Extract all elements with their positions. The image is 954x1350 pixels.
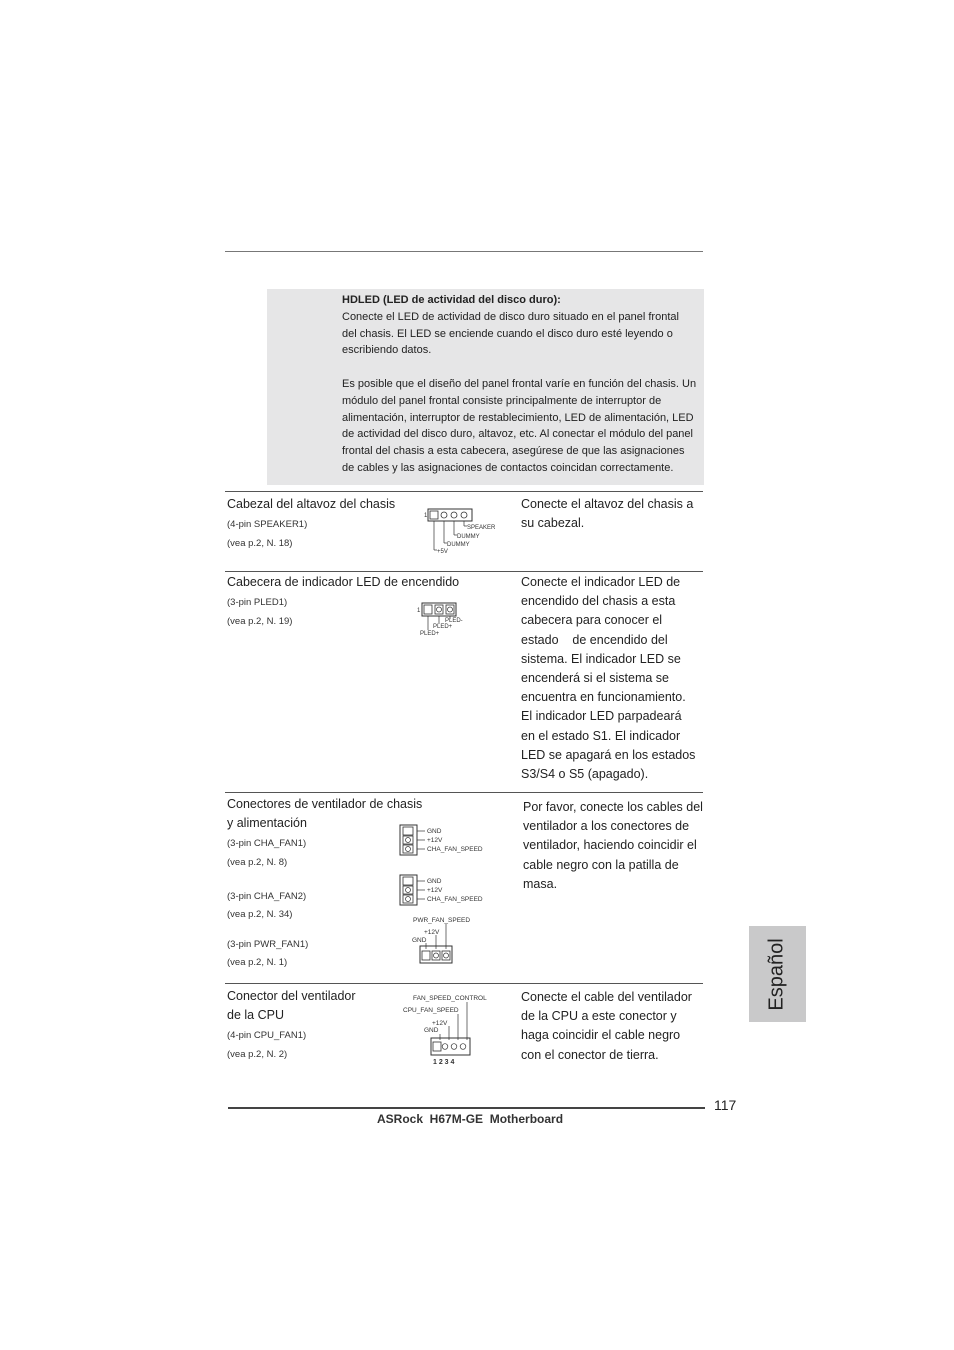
pled-desc-line5: sistema. El indicador LED se [521,651,681,666]
hdled-p1-line1: Conecte el LED de actividad de disco duro situado en el panel frontal [342,310,679,323]
fans-title-line1: Conectores de ventilador de chasis [227,797,423,811]
language-tab-label: Español [766,937,788,1011]
cpufan-desc [521,988,692,1065]
cpufan-title-line1: Conector del ventilador [227,989,356,1003]
pled-desc-line3: cabecera para conocer el [521,613,663,628]
pled-label-plus2: PLED+ [420,631,440,637]
cha-fan2-gnd-label: GND [427,878,442,885]
pled-label-minus: PLED- [445,618,463,624]
cha-fan1-diagram [398,823,498,859]
cha-fan1-ref: (vea p.2, N. 8) [227,857,288,868]
cha-fan2-pin: (3-pin CHA_FAN2) [227,891,307,902]
cpufan-pin-numbers: 1 2 3 4 [433,1059,455,1066]
cha-fan1-pin: (3-pin CHA_FAN1) [227,838,307,849]
pwr-fan-speed-label: PWR_FAN_SPEED [413,917,471,924]
pled-desc-line4: estado de encendido del [521,632,668,647]
pled-pin1-label: 1 [417,608,421,614]
pled-desc-line8: El indicador LED parpadeará [521,709,682,724]
hdled-p2-line5: frontal del chasis a esta cabecera, asegúrese de que las asignaciones [342,445,685,458]
speaker-ref: (vea p.2, N. 18) [227,538,293,549]
pled-rule [225,571,703,572]
fans-title-line2: y alimentación [227,816,307,830]
cpufan-gnd-label: GND [424,1027,439,1034]
pwr-fan1-ref: (vea p.2, N. 1) [227,957,288,968]
cha-fan1-12v-label: +12V [427,837,443,844]
pled-header-diagram [414,598,474,640]
cpufan-rule [225,983,703,984]
speaker-pin: (4-pin SPEAKER1) [227,519,308,530]
cpufan-diagram [400,990,500,1068]
pled-desc-line6: encenderá si el sistema se [521,671,669,686]
pled-desc-line1: Conecte el indicador LED de [521,575,681,589]
pwr-fan1-diagram [408,913,488,967]
speaker-rule [225,491,703,492]
hdled-p2-line4: de actividad del disco duro, altavoz, etc. Al conectar el módulo del panel [342,428,693,441]
pwr-fan1-pin: (3-pin PWR_FAN1) [227,939,309,950]
hdled-p2-line6: de cables y las asignaciones de contactos coincidan correctamente. [342,461,674,474]
cha-fan2-speed-label: CHA_FAN_SPEED [427,896,483,903]
pled-desc-line11: S3/S4 o S5 (apagado). [521,767,649,782]
cha-fan1-speed-label: CHA_FAN_SPEED [427,846,483,853]
cpufan-title-line2: de la CPU [227,1008,284,1022]
language-tab [749,926,806,1022]
page-number: 117 [714,1097,737,1113]
fans-rule [225,792,703,793]
pled-desc-line7: encuentra en funcionamiento. [521,690,686,705]
cha-fan1-gnd-label: GND [427,828,442,835]
pled-ref: (vea p.2, N. 19) [227,616,293,627]
speaker-pin1-label: 1 [424,513,428,519]
cpufan-speed-label: CPU_FAN_SPEED [403,1007,459,1014]
speaker-label-dummy2: DUMMY [447,542,470,548]
pled-desc [521,573,695,784]
cpufan-ref: (vea p.2, N. 2) [227,1049,288,1060]
cha-fan2-diagram [398,873,498,909]
pled-desc-line10: LED se apagará en los estados [521,747,696,762]
fans-desc [523,798,703,894]
fans-desc-line1: Por favor, conecte los cables del [523,800,703,814]
hdled-p1-line3: escribiendo datos. [342,344,432,357]
pwr-fan-12v-label: +12V [424,929,440,936]
footer-product: ASRock H67M-GE Motherboard [377,1112,564,1126]
speaker-label-dummy1: DUMMY [457,534,480,540]
cpufan-control-label: FAN_SPEED_CONTROL [413,995,487,1002]
speaker-header-diagram [420,503,510,558]
pled-label-plus1: PLED+ [433,624,453,630]
pwr-fan-gnd-label: GND [412,937,427,944]
speaker-desc-line2: su cabezal. [521,516,585,531]
hdled-p1-line2: del chasis. El LED se enciende cuando el disco duro esté leyendo o [342,327,673,340]
footer-rule [228,1107,705,1109]
speaker-title: Cabezal del altavoz del chasis [227,497,396,511]
cpufan-desc-line3: haga coincidir el cable negro [521,1028,681,1043]
speaker-desc [521,495,693,533]
fans-desc-line5: masa. [523,876,558,891]
pled-title: Cabecera de indicador LED de encendido [227,575,460,589]
fans-desc-line3: ventilador, haciendo coincidir el [523,838,697,853]
pled-pin: (3-pin PLED1) [227,597,288,608]
hdled-p2-line1: Es posible que el diseño del panel frontal varíe en función del chasis. Un [342,377,697,390]
speaker-label-5v: +5V [437,549,448,555]
speaker-desc-line1: Conecte el altavoz del chasis a [521,497,694,511]
fans-desc-line2: ventilador a los conectores de [523,819,690,834]
cpufan-12v-label: +12V [432,1020,448,1027]
hdled-title: HDLED (LED de actividad del disco duro): [342,294,561,306]
cha-fan2-12v-label: +12V [427,887,443,894]
cpufan-desc-line1: Conecte el cable del ventilador [521,990,692,1004]
pled-desc-line2: encendido del chasis a esta [521,594,676,609]
cpufan-desc-line2: de la CPU a este conector y [521,1009,677,1024]
top-rule [225,251,703,252]
pled-desc-line9: en el estado S1. El indicador [521,728,681,743]
cpufan-desc-line4: con el conector de tierra. [521,1047,659,1062]
cha-fan2-ref: (vea p.2, N. 34) [227,909,293,920]
cpufan-pin: (4-pin CPU_FAN1) [227,1030,307,1041]
fans-desc-line4: cable negro con la patilla de [523,857,679,872]
speaker-label-speaker: SPEAKER [467,525,496,531]
hdled-p2-line3: alimentación, interruptor de restablecimiento, LED de alimentación, LED [342,411,694,424]
hdled-p2-line2: módulo del panel frontal consiste principalmente de interruptor de [342,394,662,407]
hdled-note [342,292,704,477]
